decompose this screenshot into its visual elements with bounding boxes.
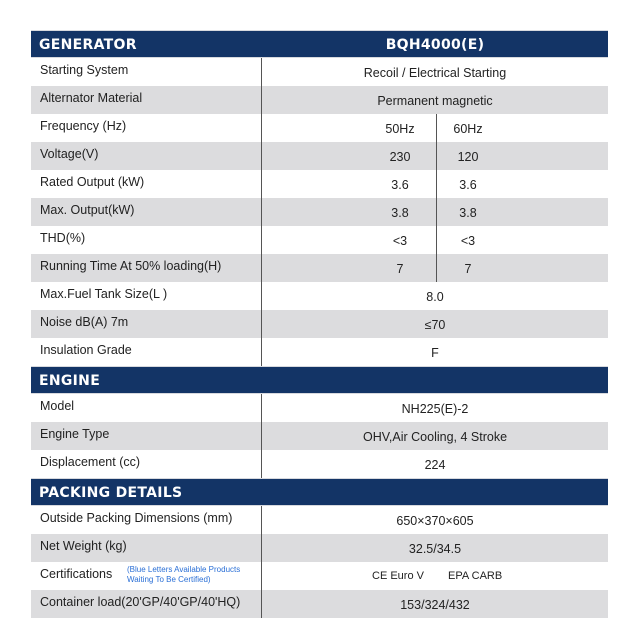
row-starting-system xyxy=(31,58,608,86)
thd-value-1: <3 xyxy=(392,234,408,248)
alternator-material-label: Alternator Material xyxy=(40,91,143,105)
engine-header-label: ENGINE xyxy=(39,373,101,389)
frequency-value-2: 60Hz xyxy=(453,122,483,136)
packing-dimensions-label: Outside Packing Dimensions (mm) xyxy=(40,511,233,525)
packing-header-label: PACKING DETAILS xyxy=(39,485,183,501)
engine-type-label: Engine Type xyxy=(40,427,110,441)
frequency-label: Frequency (Hz) xyxy=(40,119,127,133)
model-name: BQH4000(E) xyxy=(385,37,485,53)
insulation-value: F xyxy=(431,346,439,360)
net-weight-value: 32.5/34.5 xyxy=(408,542,462,556)
running-time-label: Running Time At 50% loading(H) xyxy=(40,259,222,273)
fuel-tank-value: 8.0 xyxy=(426,290,444,304)
row-insulation xyxy=(31,338,608,366)
row-engine-type xyxy=(31,422,608,450)
row-noise xyxy=(31,310,608,338)
net-weight-label: Net Weight (kg) xyxy=(40,539,127,553)
spec-table xyxy=(31,30,608,618)
rated-output-label: Rated Output (kW) xyxy=(40,175,145,189)
row-thd xyxy=(31,226,608,254)
rated-output-value-1: 3.6 xyxy=(391,178,409,192)
running-time-value-1: 7 xyxy=(396,262,404,276)
engine-model-label: Model xyxy=(40,399,75,413)
thd-label: THD(%) xyxy=(40,231,86,245)
row-max-output xyxy=(31,198,608,226)
max-output-value-2: 3.8 xyxy=(459,206,477,220)
packing-header xyxy=(31,478,608,506)
displacement-label: Displacement (cc) xyxy=(40,455,141,469)
row-frequency xyxy=(31,114,608,142)
thd-value-2: <3 xyxy=(460,234,476,248)
certifications-label: Certifications xyxy=(40,567,113,581)
alternator-material-value: Permanent magnetic xyxy=(377,94,493,108)
row-fuel-tank xyxy=(31,282,608,310)
max-output-label: Max. Output(kW) xyxy=(40,203,135,217)
starting-system-label: Starting System xyxy=(40,63,129,77)
noise-value: ≤70 xyxy=(424,318,446,332)
row-rated-output xyxy=(31,170,608,198)
packing-dimensions-value: 650×370×605 xyxy=(396,514,474,528)
voltage-value-1: 230 xyxy=(389,150,411,164)
row-certifications xyxy=(31,562,608,590)
certification-note xyxy=(127,565,240,585)
certification-ce: CE Euro V xyxy=(372,570,424,582)
voltage-label: Voltage(V) xyxy=(40,147,99,161)
generator-header-label: GENERATOR xyxy=(39,37,137,53)
engine-header xyxy=(31,366,608,394)
engine-type-value: OHV,Air Cooling, 4 Stroke xyxy=(362,430,508,444)
row-net-weight xyxy=(31,534,608,562)
rated-output-value-2: 3.6 xyxy=(459,178,477,192)
fuel-tank-label: Max.Fuel Tank Size(L ) xyxy=(40,287,168,301)
insulation-label: Insulation Grade xyxy=(40,343,132,357)
running-time-value-2: 7 xyxy=(464,262,472,276)
container-load-value: 153/324/432 xyxy=(400,598,470,612)
row-packing-dimensions xyxy=(31,506,608,534)
frequency-value-1: 50Hz xyxy=(385,122,415,136)
row-displacement xyxy=(31,450,608,478)
certification-epa: EPA CARB xyxy=(448,570,503,582)
displacement-value: 224 xyxy=(424,458,446,472)
certification-note-line-1: (Blue Letters Available Products xyxy=(127,565,241,574)
noise-label: Noise dB(A) 7m xyxy=(40,315,129,329)
row-alternator-material xyxy=(31,86,608,114)
row-engine-model xyxy=(31,394,608,422)
row-voltage xyxy=(31,142,608,170)
row-running-time xyxy=(31,254,608,282)
starting-system-value: Recoil / Electrical Starting xyxy=(363,66,507,80)
generator-header xyxy=(31,30,608,58)
certification-note-line-2: Waiting To Be Certified) xyxy=(127,575,211,584)
voltage-value-2: 120 xyxy=(457,150,479,164)
engine-model-value: NH225(E)-2 xyxy=(401,402,469,416)
container-load-label: Container load(20'GP/40'GP/40'HQ) xyxy=(40,595,241,609)
row-container-load xyxy=(31,590,608,618)
max-output-value-1: 3.8 xyxy=(391,206,409,220)
